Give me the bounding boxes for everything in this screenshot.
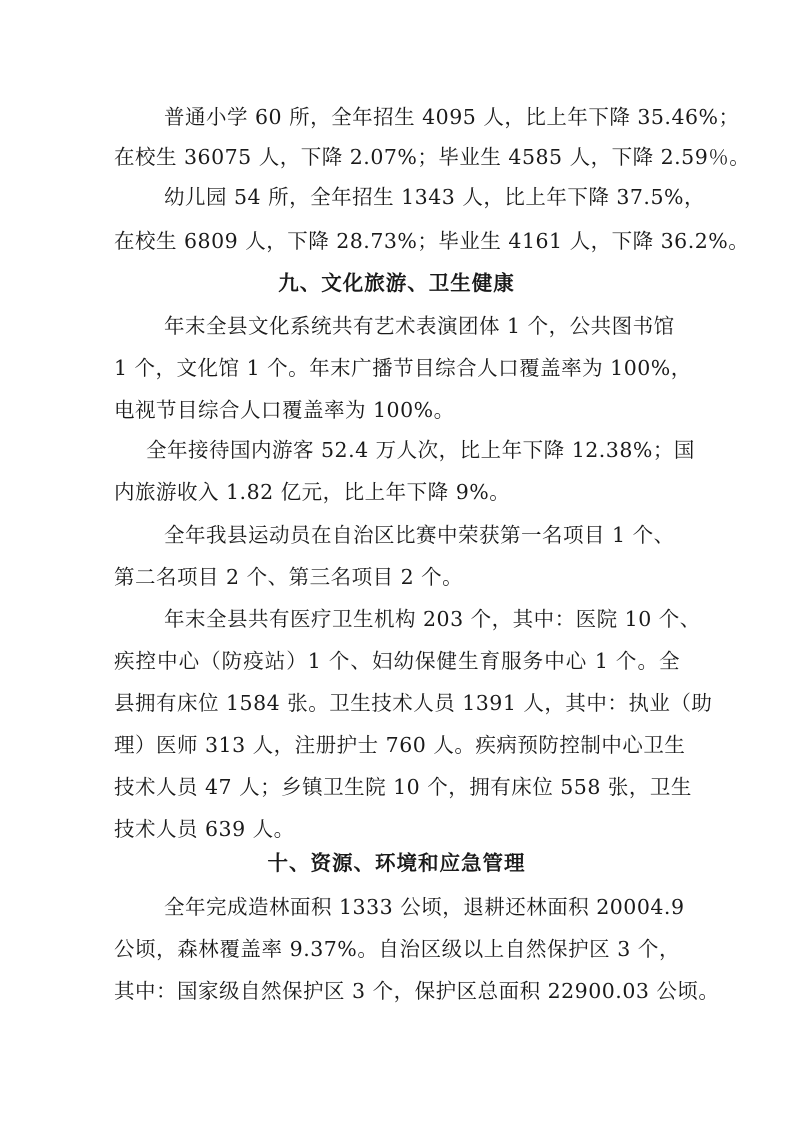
text-line: 幼儿园 54 所，全年招生 1343 人，比上年下降 37.5%，	[164, 185, 705, 209]
section-heading-resources-environment: 十、资源、环境和应急管理	[267, 851, 526, 875]
text-line: 在校生 36075 人，下降 2.07%；毕业生 4585 人，下降 2.59％。	[114, 145, 751, 169]
text-line: 全年接待国内游客 52.4 万人次，比上年下降 12.38%；国	[146, 438, 695, 462]
text-line: 在校生 6809 人，下降 28.73%；毕业生 4161 人，下降 36.2%。	[114, 229, 750, 253]
section-heading-culture-health: 九、文化旅游、卫生健康	[278, 271, 515, 295]
text-line: 技术人员 639 人。	[114, 817, 295, 841]
text-line: 技术人员 47 人；乡镇卫生院 10 个，拥有床位 558 张，卫生	[114, 775, 692, 799]
text-line: 电视节目综合人口覆盖率为 100%。	[114, 398, 455, 422]
text-line: 内旅游收入 1.82 亿元，比上年下降 9%。	[114, 480, 511, 504]
text-line: 全年我县运动员在自治区比赛中荣获第一名项目 1 个、	[164, 523, 675, 547]
text-line: 理）医师 313 人，注册护士 760 人。疾病预防控制中心卫生	[114, 733, 686, 757]
text-line: 县拥有床位 1584 张。卫生技术人员 1391 人，其中：执业（助	[114, 691, 713, 715]
text-line: 年末全县文化系统共有艺术表演团体 1 个，公共图书馆	[164, 314, 675, 338]
text-line: 年末全县共有医疗卫生机构 203 个，其中：医院 10 个、	[164, 607, 701, 631]
text-line: 普通小学 60 所，全年招生 4095 人，比上年下降 35.46%；	[164, 105, 740, 129]
text-line: 其中：国家级自然保护区 3 个，保护区总面积 22900.03 公顷。	[114, 979, 720, 1003]
text-line: 公顷，森林覆盖率 9.37%。自治区级以上自然保护区 3 个，	[114, 937, 680, 961]
text-line: 1 个，文化馆 1 个。年末广播节目综合人口覆盖率为 100%，	[114, 356, 692, 380]
text-line: 疾控中心（防疫站）1 个、妇幼保健生育服务中心 1 个。全	[114, 649, 680, 673]
text-line: 全年完成造林面积 1333 公顷，退耕还林面积 20004.9	[164, 895, 685, 919]
text-line: 第二名项目 2 个、第三名项目 2 个。	[114, 565, 464, 589]
